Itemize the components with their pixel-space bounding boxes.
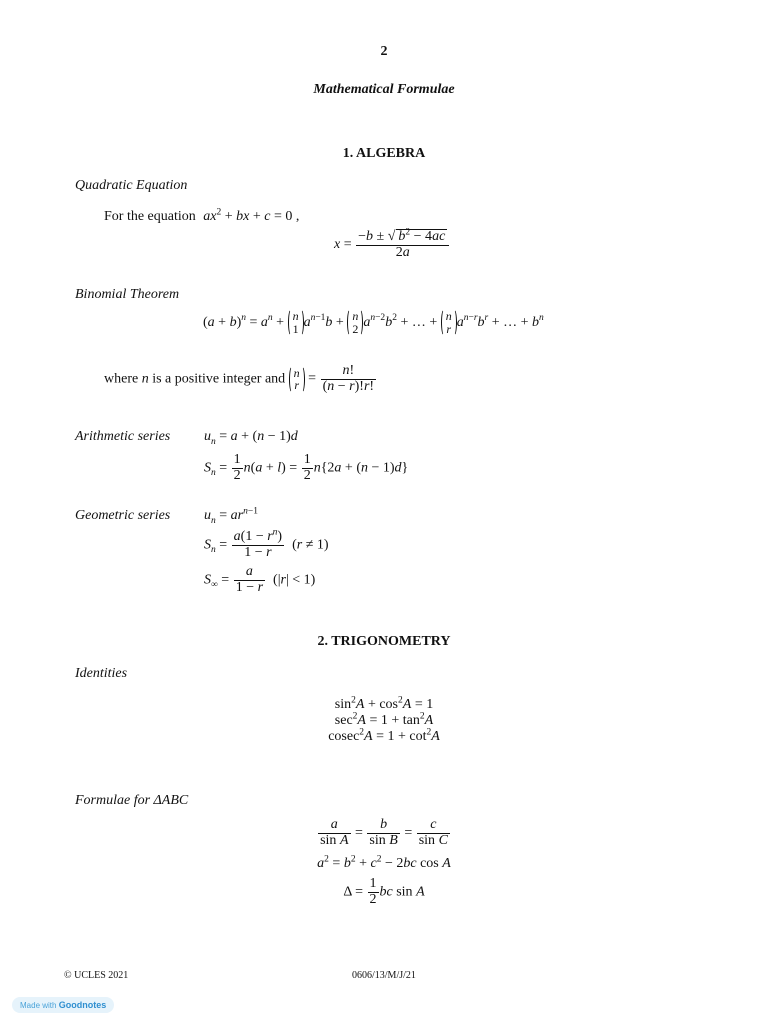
quadratic-equation: $ax^2$ + bx + c = 0 , [203, 207, 300, 224]
binomial-definition [104, 364, 377, 394]
badge-prefix: Made with [20, 1001, 57, 1010]
section-heading-trigonometry: 2. TRIGONOMETRY [317, 634, 451, 649]
page-number: 2 [380, 44, 388, 59]
made-with-goodnotes-badge[interactable] [12, 997, 114, 1013]
geometric-sn: $S_n$ = $\frac{a(1 - r^n)}{1 - r}$ (r ≠ 1) [204, 527, 329, 560]
label-geometric-series: Geometric series [75, 508, 171, 523]
label-arithmetic-series: Arithmetic series [75, 429, 171, 444]
sine-rule: $\frac{a}{\text{sin A}}$ = $\frac{b}{\text{sin B}}$ = $\frac{c}{\text{sin C}}$ [320, 817, 448, 848]
badge-brand: Goodnotes [58, 1000, 107, 1010]
arithmetic-sn: $S_n$ = $\frac{1}{2}$ n(a + l) = $\frac{1}{2}$ n{2a + (n − 1)d} [204, 452, 409, 483]
label-identities: Identities [75, 666, 128, 681]
label-quadratic-equation: Quadratic Equation [75, 178, 188, 193]
binomial-coefficient-formula: n r = $\frac{n!}{(n - r)!r!}$ [289, 371, 377, 386]
page-title: Mathematical Formulae [313, 82, 455, 97]
quadratic-intro [104, 209, 299, 225]
identity-line-2: $\sec^2A = 1 + \tan^2A$ [334, 711, 434, 728]
label-triangle-formulae: Formulae for ΔABC [75, 793, 189, 808]
footer-code: 0606/13/M/J/21 [352, 970, 416, 981]
binomial-expansion: $(a + b)^n = a^n$ + n 1 $a^{n-1}b$ + n 2 $a^{n-2}b^2$ + … + n r $a^{n-r}b^r$ + … + $b^n$ [203, 309, 544, 336]
label-binomial-theorem: Binomial Theorem [75, 287, 180, 302]
cosine-rule: $a^2 = b^2 + c^2 - 2bc$ cos A [317, 854, 451, 871]
identity-line-3: $cosec^2A = 1 + \cot^2A$ [328, 727, 440, 744]
quadratic-solution: x = $\frac{-b \pm √ b^2 - 4ac}{2a}$ [334, 229, 450, 260]
triangle-area: Δ = $\frac{1}{2}$ bc sin A [343, 876, 425, 907]
quadratic-intro-text: For the equation [104, 209, 196, 224]
section-heading-algebra: 1. ALGEBRA [342, 146, 426, 161]
arithmetic-un: $u_n = a + (n - 1)d$ [204, 429, 298, 447]
footer-copyright: © UCLES 2021 [64, 970, 129, 981]
binomial-where-text: where n is a positive integer and [104, 371, 286, 387]
identity-line-1: $\sin^2A + \cos^2A = 1$ [334, 695, 434, 712]
geometric-un: $u_n = ar^{n-1}$ [204, 506, 258, 526]
geometric-sinf: $S_\infty$ = $\frac{a}{1 - r}$ (|r| < 1) [204, 564, 316, 595]
